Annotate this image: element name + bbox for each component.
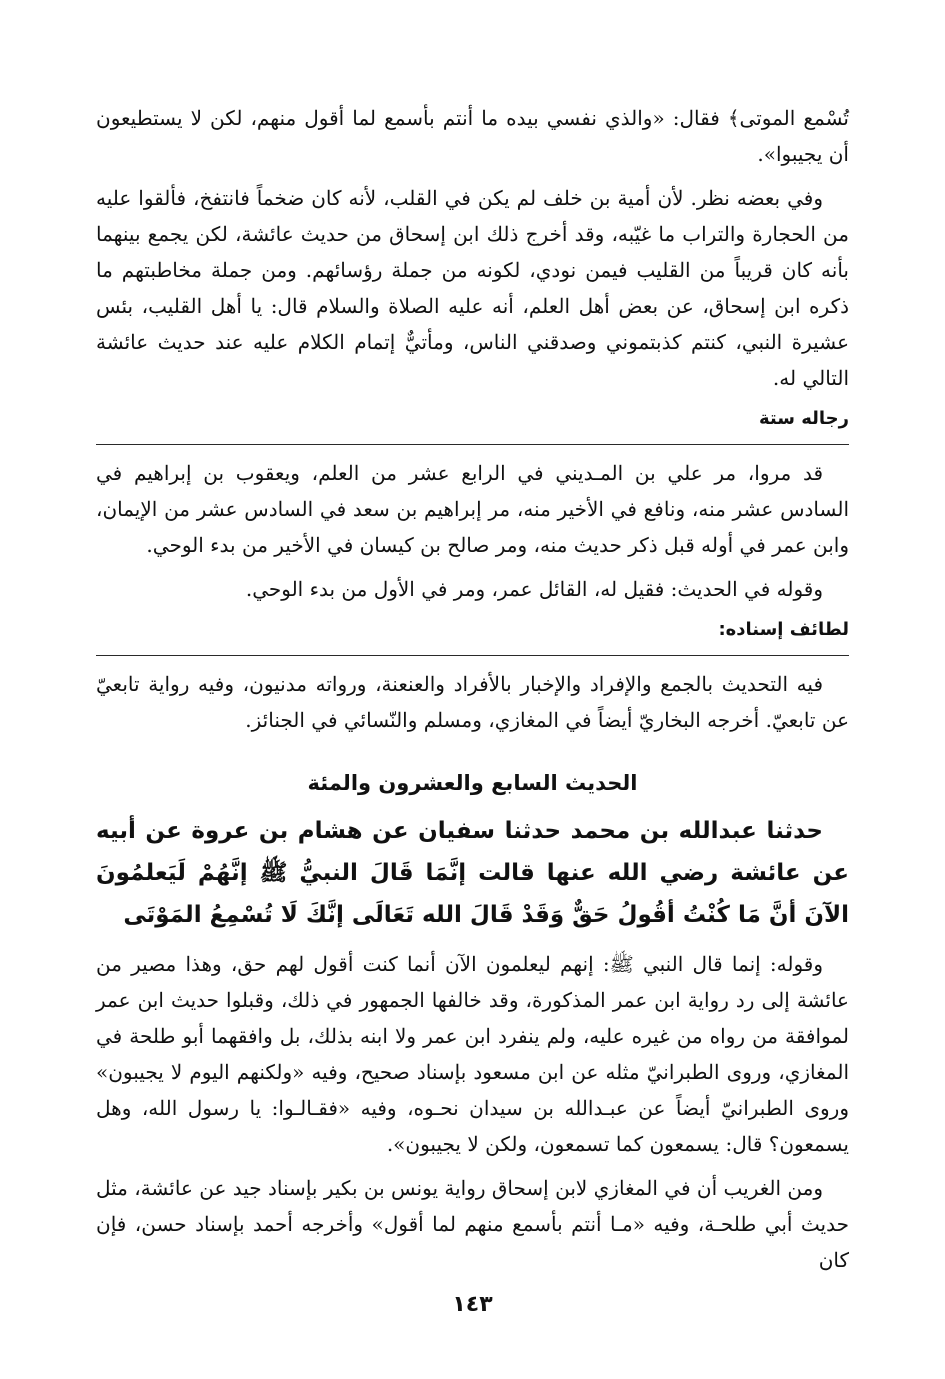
paragraph-bottom-1: وقوله: إنما قال النبي ﷺ: إنهم ليعلمون الآن أنما كنت أقول لهم حق، وهذا مصير من عائشة إلى رد رواية ابن عمر المذكورة، وقد خالفها الجمهور في ذلك، وقبلوا حديث ابن عمر لموافقة من رواه من غيره عليه، ولم ينفرد ابن عمر ولا ابنه بذلك، بل وافقهما أبو طلحة في المغازي، وروى الطبرانيّ مثله عن ابن مسعود بإسناد صحيح، وفيه «ولكنهم اليوم لا يجيبون» وروى الطبرانيّ أيضاً عن عبـدالله بن سيدان نحـوه، وفيه «فقـالـوا: يا رسول الله، وهل يسمعون؟ قال: يسمعون كما تسمعون، ولكن لا يجيبون». — [96, 952, 849, 1156]
paragraph-top-1: تُسْمع الموتى﴾ فقال: «والذي نفسي بيده ما أنتم بأسمع لما أقول منهم، لكن لا يستطيعون أن يجيبوا». — [96, 106, 849, 166]
section-divider — [96, 655, 849, 656]
hadith-text: حدثنا عبدالله بن محمد حدثنا سفيان عن هشام بن عروة عن أبيه عن عائشة رضي الله عنها قالت إنَّمَا قَالَ النبيُّ ﷺ إنَّهُمْ لَيَعلمُونَ الآنَ أنَّ مَا كُنْتُ أقُولُ حَقٌّ وَقَدْ قَالَ الله تَعَالَى إنَّكَ لَا تُسْمِعُ المَوْتَى — [96, 818, 849, 928]
paragraph-rijal-2: وقوله في الحديث: فقيل له، القائل عمر، ومر في الأول من بدء الوحي. — [245, 577, 823, 601]
section-heading-lataif: لطائف إسناده: — [718, 619, 849, 640]
paragraph-bottom-2: ومن الغريب أن في المغازي لابن إسحاق رواية يونس بن بكير بإسناد جيد عن عائشة، مثل حديث أبي طلحـة، وفيه «مـا أنتم بأسمع منهم لما أقول» وأخرجه أحمد بإسناد حسن، فإن كان — [96, 1176, 849, 1272]
section-heading-rijal: رجاله ستة — [759, 408, 849, 429]
paragraph-rijal-1: قد مروا، مر علي بن المـديني في الرابع عشر من العلم، ويعقوب بن إبراهيم في السادس عشر منه، ونافع في الأخير منه، مر إبراهيم بن سعد في السادس عشر من الإيمان، وابن عمر في أوله قبل ذكر حديث منه، ومر صالح بن كيسان في الأخير من بدء الوحي. — [96, 461, 849, 557]
hadith-title: الحديث السابع والعشرون والمئة — [307, 771, 638, 795]
paragraph-lataif-1: فيه التحديث بالجمع والإفراد والإخبار بالأفراد والعنعنة، ورواته مدنيون، وفيه رواية تابعيّ عن تابعيّ. أخرجه البخاريّ أيضاً في المغازي، ومسلم والنّسائي في الجنائز. — [96, 672, 849, 732]
page-number: ١٤٣ — [452, 1292, 493, 1317]
paragraph-top-2: وفي بعضه نظر. لأن أمية بن خلف لم يكن في القلب، لأنه كان ضخماً فانتفخ، فألقوا عليه من الحجارة والتراب ما غيّبه، وقد أخرج ذلك ابن إسحاق من حديث عائشة، لكن يجمع بينهما بأنه كان قريباً من القليب فيمن نودي، لكونه من جملة رؤسائهم. ومن جملة مخاطبتهم ما ذكره ابن إسحاق، عن بعض أهل العلم، أنه عليه الصلاة والسلام قال: يا أهل القليب، بئس عشيرة النبي، كنتم كذبتموني وصدقني الناس، ومأتيٌّ إتمام الكلام عليه عند حديث عائشة التالي له. — [96, 186, 850, 390]
page-body — [96, 100, 849, 1286]
section-divider — [96, 444, 849, 445]
